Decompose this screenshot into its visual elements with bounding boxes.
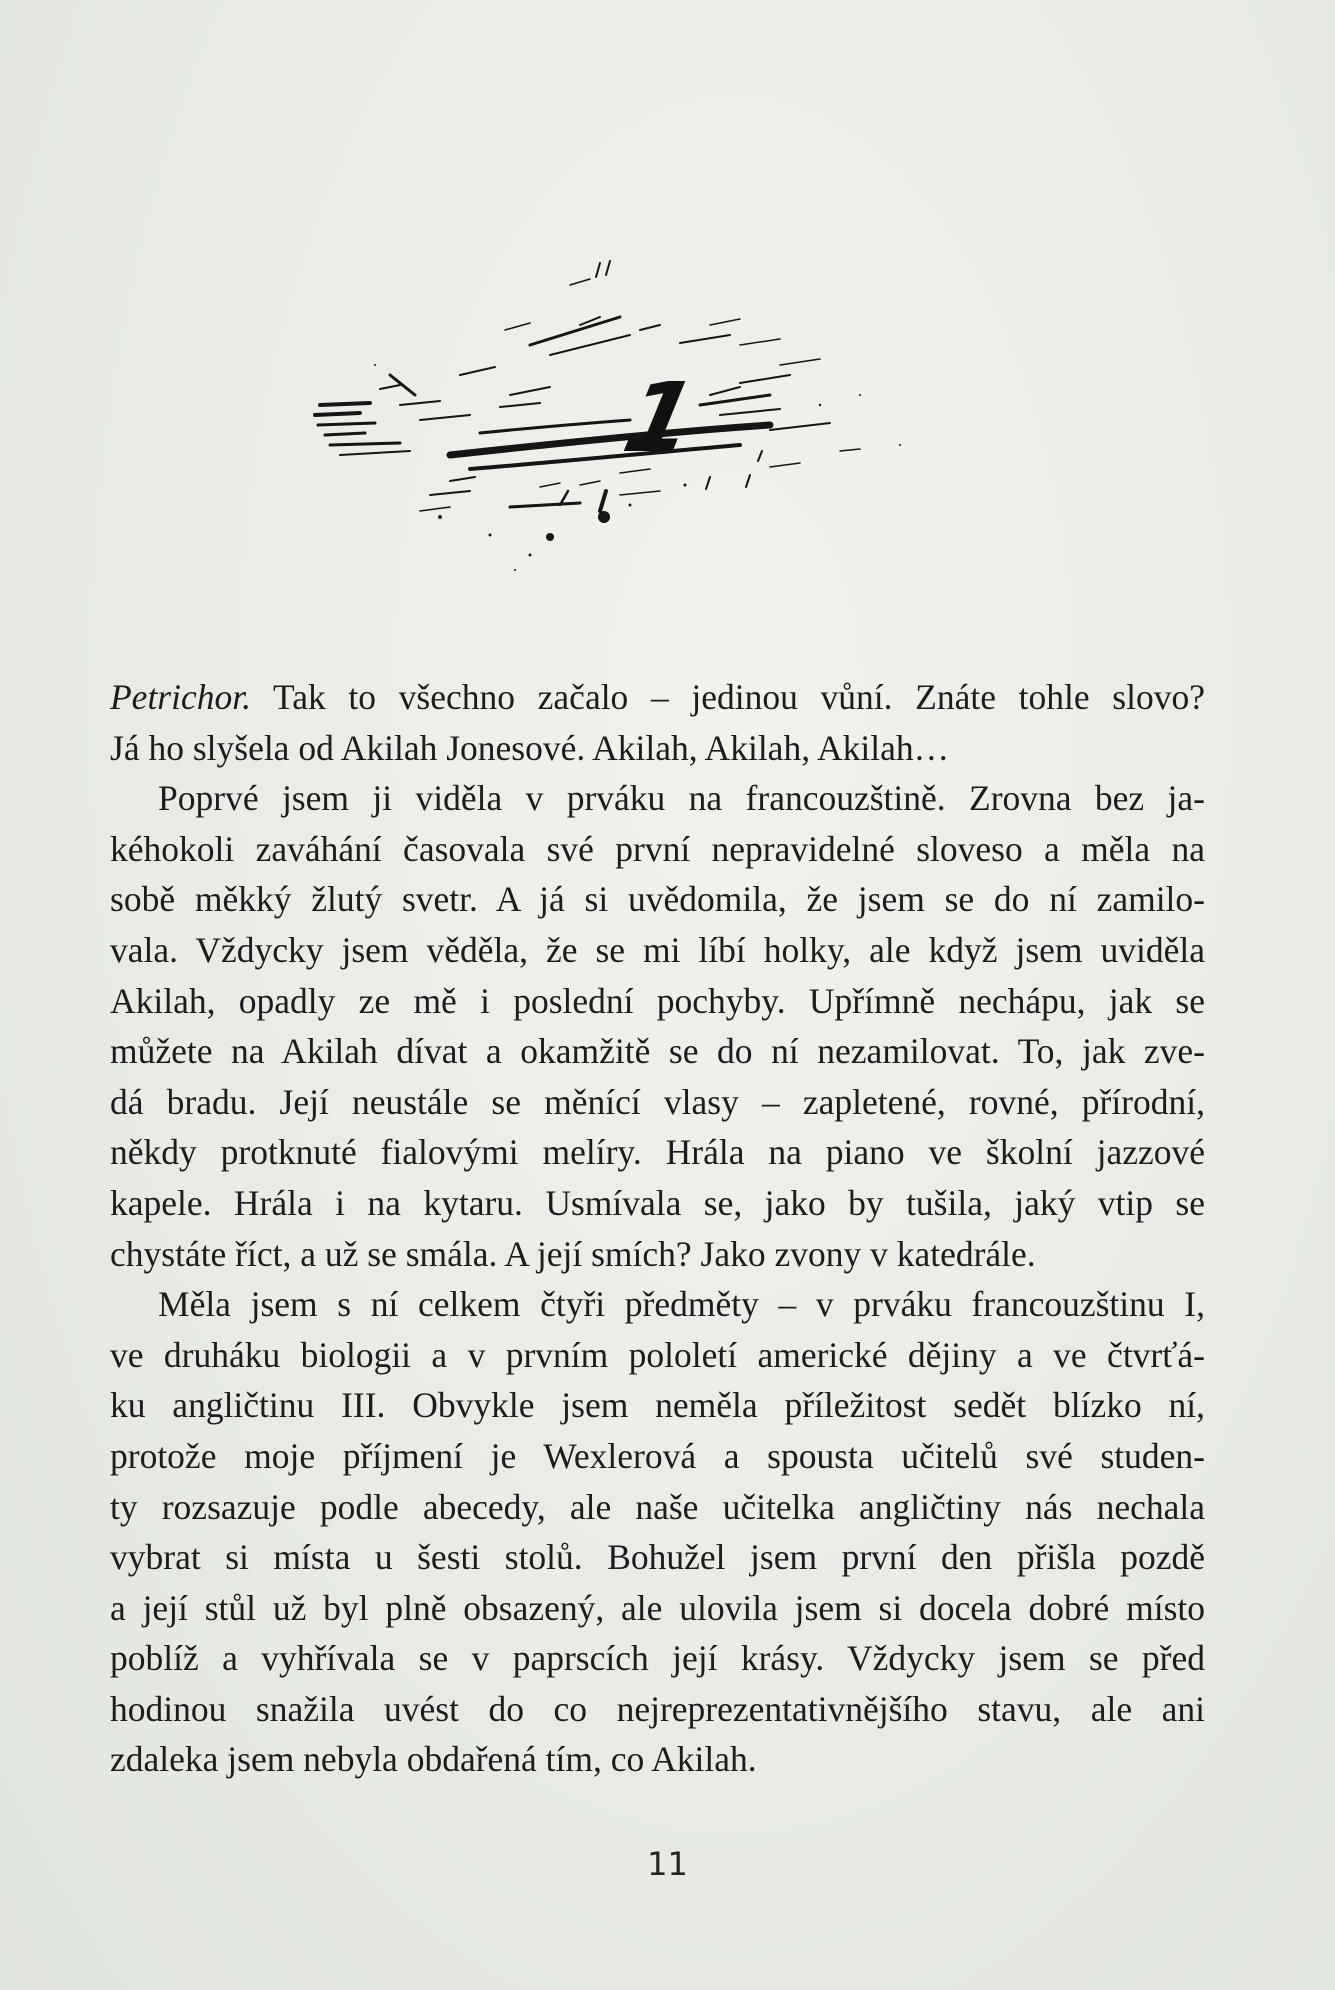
- text-line: ku angličtinu III. Obvykle jsem neměla příležitost sedět blízko ní,: [110, 1385, 1205, 1426]
- text-line: ve druháku biologii a v prvním pololetí americké dějiny a ve čtvrťá-: [110, 1334, 1205, 1375]
- text-line: Poprvé jsem ji viděla v prváku na francouzštině. Zrovna bez ja-: [158, 778, 1205, 819]
- text-line: kéhokoli zaváhání časovala své první nepravidelné sloveso a měla na: [110, 828, 1205, 869]
- text-line: vybrat si místa u šesti stolů. Bohužel jsem první den přišla pozdě: [110, 1537, 1205, 1578]
- text-line: ty rozsazuje podle abecedy, ale naše učitelka angličtiny nás nechala: [110, 1486, 1205, 1527]
- text-line: vala. Vždycky jsem věděla, že se mi líbí holky, ale když jsem uviděla: [110, 929, 1205, 970]
- italic-word: Petrichor.: [110, 677, 251, 717]
- chapter-number: 1: [614, 362, 706, 474]
- body-text: [110, 672, 1205, 1785]
- text-line: Já ho slyšela od Akilah Jonesové. Akilah, Akilah, Akilah…: [110, 727, 950, 768]
- text-line: můžete na Akilah dívat a okamžitě se do ní nezamilovat. To, jak zve-: [110, 1031, 1205, 1072]
- text-line: poblíž a vyhřívala se v paprscích její krásy. Vždycky jsem se před: [110, 1638, 1205, 1679]
- text-line: Petrichor. Tak to všechno začalo – jedinou vůní. Znáte tohle slovo?: [110, 677, 1205, 717]
- text-line: a její stůl už byl plně obsazený, ale ulovila jsem si docela dobré místo: [110, 1587, 1205, 1628]
- text-line: Měla jsem s ní celkem čtyři předměty – v prváku francouzštinu I,: [158, 1284, 1205, 1325]
- text-line: protože moje příjmení je Wexlerová a spousta učitelů své studen-: [110, 1435, 1205, 1476]
- text-line: zdaleka jsem nebyla obdařená tím, co Akilah.: [110, 1739, 757, 1780]
- text-line: Akilah, opadly ze mě i poslední pochyby. Upřímně nechápu, jak se: [110, 980, 1205, 1021]
- text-line: někdy protknuté fialovými melíry. Hrála na piano ve školní jazzové: [110, 1132, 1205, 1173]
- text-line: hodinou snažila uvést do co nejreprezentativnějšího stavu, ale ani: [110, 1688, 1205, 1729]
- page-number: 11: [647, 1845, 688, 1883]
- text-line: dá bradu. Její neustále se měnící vlasy – zapletené, rovné, přírodní,: [110, 1081, 1205, 1122]
- text-line: sobě měkký žlutý svetr. A já si uvědomila, že jsem se do ní zamilo-: [110, 879, 1205, 920]
- text-line: chystáte říct, a už se smála. A její smích? Jako zvony v katedrále.: [110, 1233, 1036, 1274]
- text-line: kapele. Hrála i na kytaru. Usmívala se, jako by tušila, jaký vtip se: [110, 1182, 1205, 1223]
